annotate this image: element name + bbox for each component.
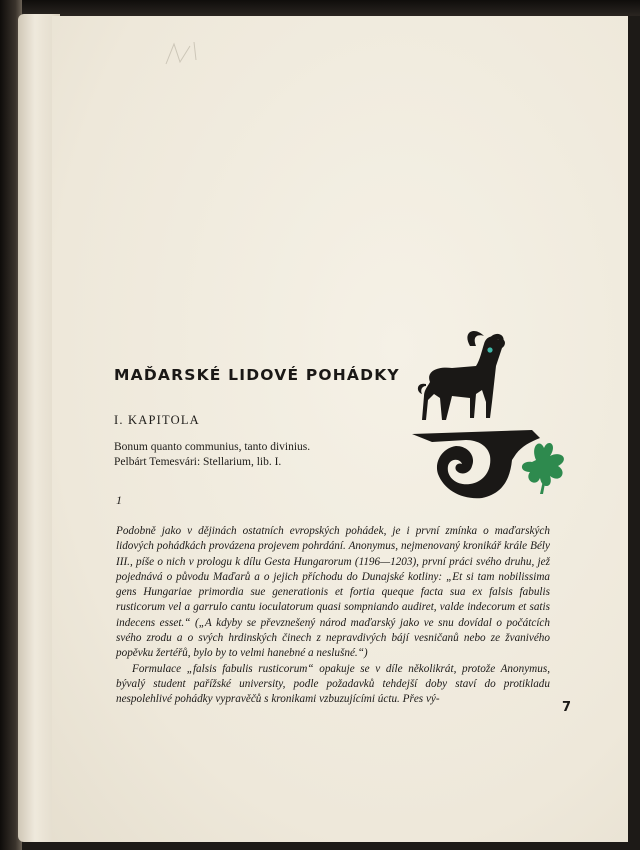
clover-icon <box>522 443 564 494</box>
motto <box>114 440 310 470</box>
motto-quote: Bonum quanto communius, tanto divinius. <box>114 441 311 453</box>
page-title: MAĎARSKÉ LIDOVÉ POHÁDKY <box>114 366 400 384</box>
book-top-edge <box>0 0 640 16</box>
paragraph: Formulace „falsis fabulis rusticorum“ opakuje se v díle několikrát, protože Anonymus, bývalý student pařížské university, podle požadavků tehdejší doby staví do protikladu nespolehlivé pohádky vypravěčů s kronikami vzbuzujícími úctu. Přes vý- <box>116 662 550 706</box>
paragraph: Podobně jako v dějinách ostatních evropských pohádek, je i první zmínka o maďarských lidových pohádkách provázena projevem pohrdání. Anonymus, nejmenovaný kronikář krále Bély III., píše o nich v prologu k dílu Gesta Hungarorum (1196—1203), první práci svého druhu, jež pojednává o původu Maďarů a o jejich příchodu do Dunajské kotliny: „Et si tam nobilissima gens Hungariae primordia sue generationis et fortia queque facta sua ex falsis fabulis rusticorum vel a garrulo cantu ioculatorum quasi sompniando audiret, valde indecorum et satis indecens esset.“ („A kdyby se převznešený národ maďarský jako ve snu dovídal o počátcích svého zrodu a o svých hrdinských činech z nepravdivých bájí vesničanů nebo ze žvanivého popěvku žertéřů, bylo by to velmi hanebné a neslušné.“) <box>116 525 550 660</box>
pencil-mark <box>162 38 212 68</box>
body-text <box>116 524 550 708</box>
motto-source: Pelbárt Temesvári: Stellarium, lib. I. <box>114 456 282 468</box>
chapter-heading: I. KAPITOLA <box>114 413 200 427</box>
ram-on-scroll-illustration <box>412 330 572 500</box>
page-number: 7 <box>562 700 572 715</box>
section-number: 1 <box>116 493 122 507</box>
